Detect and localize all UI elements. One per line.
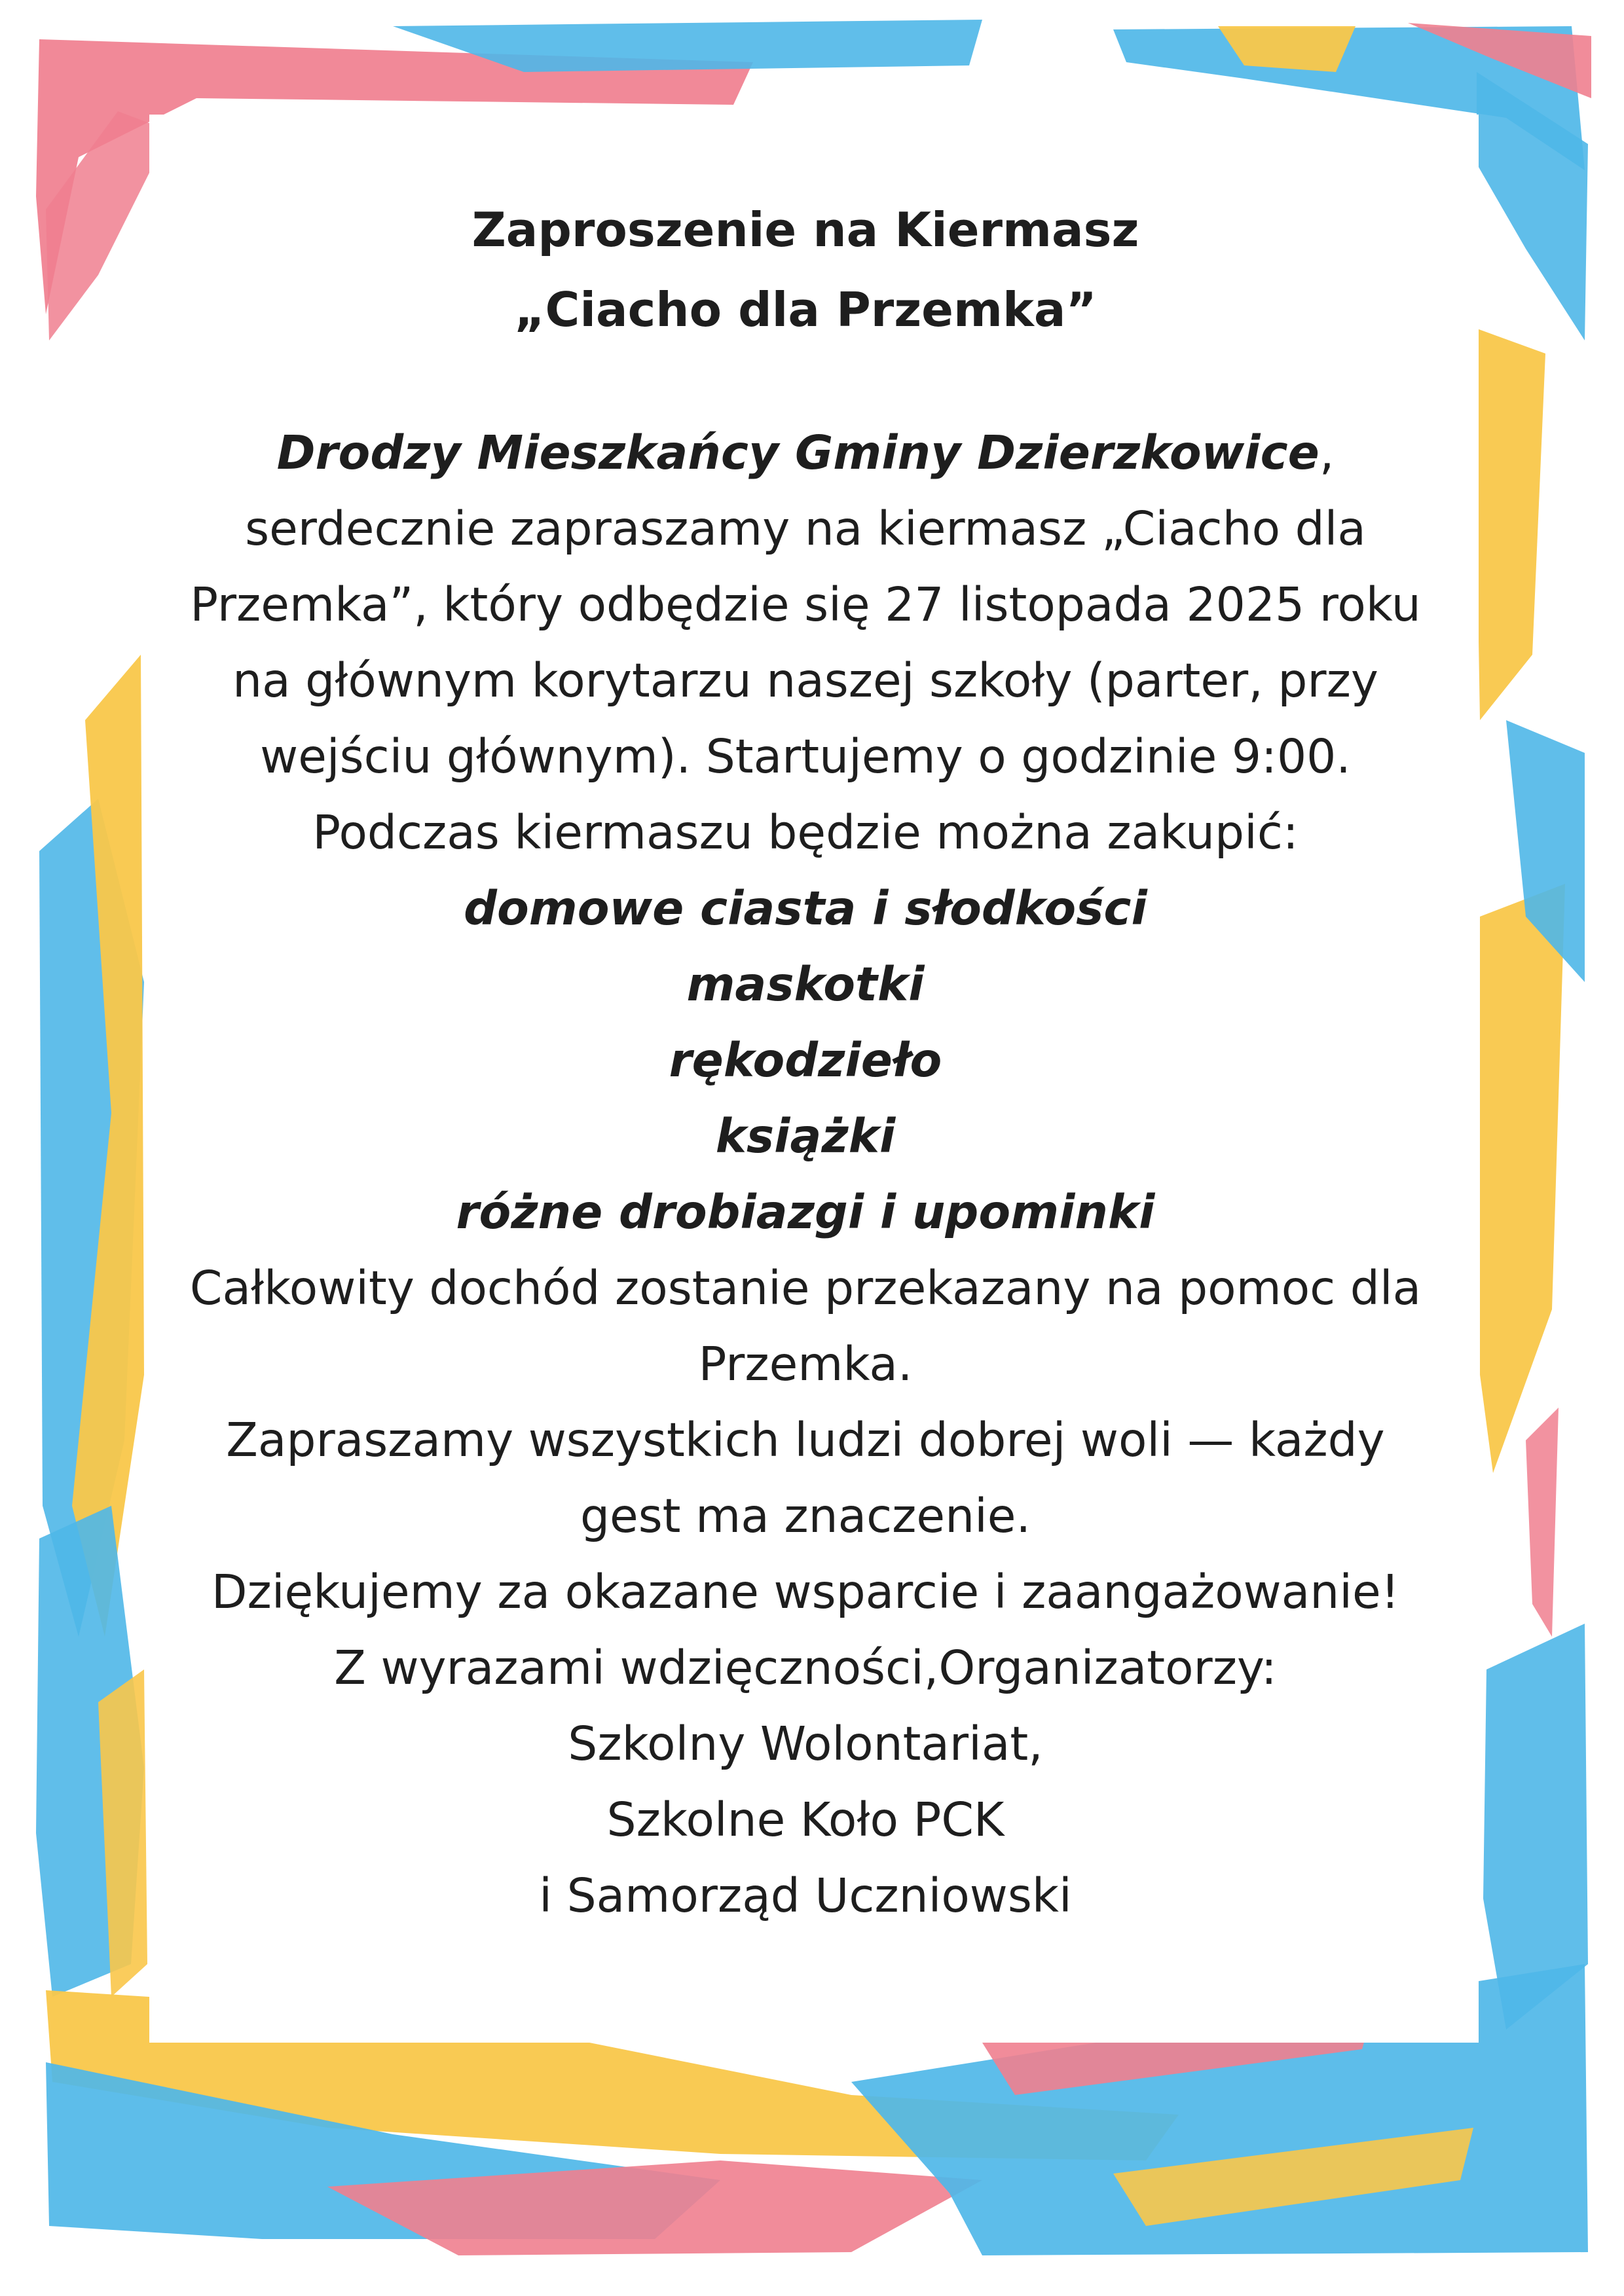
intro-line: Przemka”, który odbędzie się 27 listopada 2025 roku <box>190 577 1421 632</box>
intro-line: serdecznie zapraszamy na kiermasz „Ciacho dla <box>245 501 1366 556</box>
item-line: różne drobiazgi i upominki <box>456 1185 1155 1239</box>
intro-line: wejściu głównym). Startujemy o godzinie 9:00. <box>260 729 1351 784</box>
closing-line: Przemka. <box>698 1337 913 1391</box>
item-line: rękodzieło <box>669 1033 942 1087</box>
title-line-1: Zaproszenie na Kiermasz <box>471 202 1139 257</box>
greeting <box>105 415 1506 491</box>
intro-line: Podczas kiermaszu będzie można zakupić: <box>312 805 1299 860</box>
greeting-punct: , <box>1319 426 1335 480</box>
item-line: książki <box>715 1109 896 1163</box>
greeting-name: Drodzy Mieszkańcy Gminy Dzierzkowice <box>276 426 1320 480</box>
closing-line: Zapraszamy wszystkich ludzi dobrej woli — każdy <box>226 1413 1385 1467</box>
closing-line: Z wyrazami wdzięczności,Organizatorzy: <box>334 1641 1277 1695</box>
spacer <box>105 350 1506 415</box>
closing-line: gest ma znaczenie. <box>580 1489 1031 1543</box>
item-line: domowe ciasta i słodkości <box>464 881 1147 936</box>
title-line-2: „Ciacho dla Przemka” <box>514 282 1097 337</box>
closing-line: Całkowity dochód zostanie przekazany na pomoc dla <box>189 1261 1422 1315</box>
item-line: maskotki <box>686 957 925 1011</box>
closing-line: Dziękujemy za okazane wsparcie i zaangażowanie! <box>211 1565 1400 1619</box>
organizer-line: i Samorząd Uczniowski <box>539 1868 1072 1923</box>
organizer-line: Szkolny Wolontariat, <box>568 1717 1043 1771</box>
invitation-text <box>105 190 1506 1934</box>
stroke-right-pink <box>1526 1408 1559 1637</box>
intro-line: na głównym korytarzu naszej szkoły (parter, przy <box>232 653 1378 708</box>
organizer-line: Szkolne Koło PCK <box>606 1793 1005 1847</box>
